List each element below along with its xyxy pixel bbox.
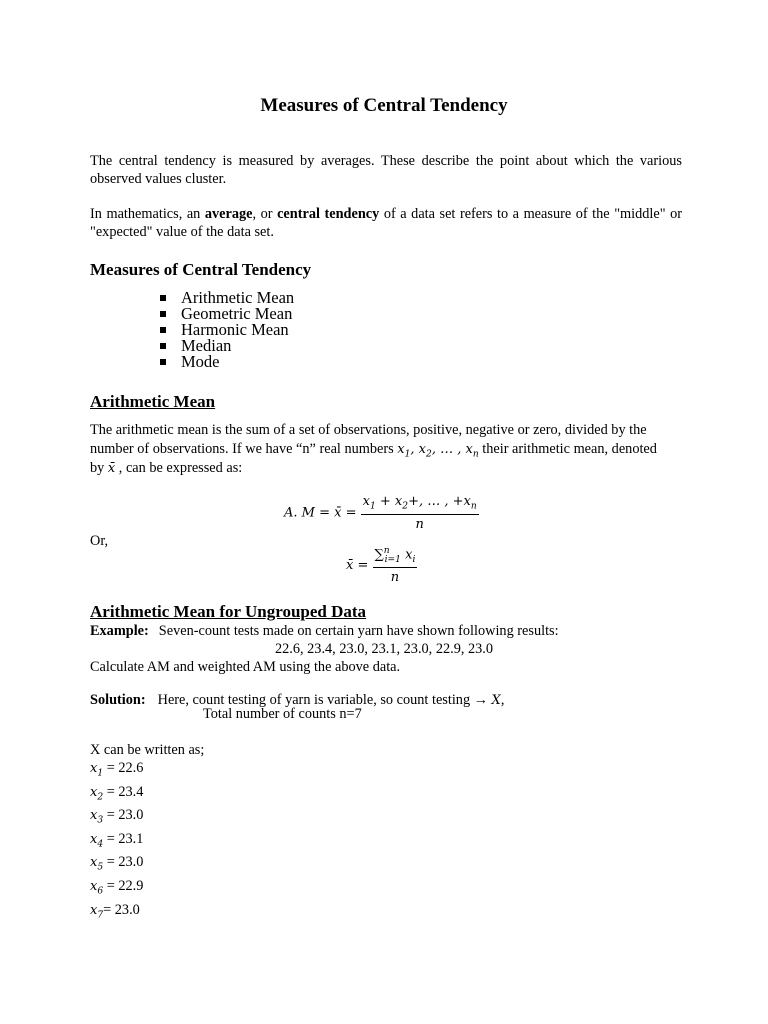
list-item: $x_6 = 22.9$: [90, 877, 144, 897]
x-values-list: [90, 759, 143, 924]
data-values: 22.6, 23.4, 23.0, 23.1, 23.0, 22.9, 23.0: [274, 641, 494, 657]
total-counts: Total number of counts n=7: [203, 706, 362, 722]
solution-variable: X: [491, 693, 501, 708]
or-label: Or,: [90, 533, 109, 549]
intro-paragraph-2: [90, 205, 682, 241]
example-label: Example:: [90, 623, 149, 639]
x-bar-symbol: x̄: [107, 461, 116, 476]
section-heading-ungrouped: Arithmetic Mean for Ungrouped Data: [90, 602, 367, 621]
list-item: Mode: [160, 354, 294, 370]
list-item: $x_2 = 23.4$: [90, 783, 144, 803]
solution-text: Here, count testing of yarn is variable, so count testing →: [157, 692, 492, 708]
example-text: Seven-count tests made on certain yarn have shown following results:: [158, 623, 559, 639]
section-heading-arithmetic-mean: Arithmetic Mean: [90, 392, 216, 411]
am-definition-line3: [90, 459, 242, 478]
example-line: [90, 622, 559, 640]
page-title: Measures of Central Tendency: [260, 95, 508, 116]
calc-instruction: Calculate AM and weighted AM using the above data.: [90, 659, 401, 675]
intro2-bold-central-tendency: central tendency: [277, 206, 380, 222]
measures-list: [160, 290, 294, 370]
am-def-line2-end: their arithmetic mean, denoted: [478, 441, 657, 457]
intro2-part3: of a data set refers to a measure of the "middle" or "expected" value of the data set.: [90, 206, 683, 240]
am-def-line3-end: , can be expressed as:: [115, 460, 243, 476]
list-item: Median: [160, 338, 294, 354]
solution-label: Solution:: [90, 692, 146, 708]
am-sigma-formula: x̄ = $\frac{\sum^n_{i=1} x_i}{n}$: [346, 546, 416, 585]
list-item: $x_3 = 23.0$: [90, 807, 144, 826]
intro2-part1: In mathematics, an: [90, 206, 205, 222]
list-item: $x_4 = 23.1$: [90, 830, 144, 850]
am-def-line2-start: number of observations. If we have “n” real numbers: [90, 441, 398, 457]
list-item: $x_5 = 23.0$: [90, 854, 144, 873]
section-heading-measures: Measures of Central Tendency: [90, 260, 312, 279]
am-formula: A. M = x̄ = $\frac{x_1 + x_2+, \dots , +x_n}{n}$: [284, 494, 477, 532]
list-item: Geometric Mean: [160, 306, 294, 322]
am-def-line3-start: by: [90, 460, 108, 476]
am-definition-line1: The arithmetic mean is the sum of a set of observations, positive, negative or zero, divided by the: [90, 422, 647, 438]
x-written-label: X can be written as;: [90, 742, 205, 758]
intro2-part2: , or: [252, 206, 278, 222]
intro-paragraph-1: The central tendency is measured by averages. These describe the point about which the various observed values cluster.: [90, 153, 682, 187]
list-item: $x_7= 23.0$: [90, 901, 140, 921]
list-item: Arithmetic Mean: [160, 290, 294, 306]
solution-comma: ,: [500, 692, 505, 708]
list-item: Harmonic Mean: [160, 322, 294, 338]
real-numbers-sequence: $x_1$, $x_2$, … , $x_n$: [397, 442, 479, 460]
list-item: $x_1 = 22.6$: [90, 760, 144, 779]
intro2-bold-average: average: [204, 206, 253, 222]
